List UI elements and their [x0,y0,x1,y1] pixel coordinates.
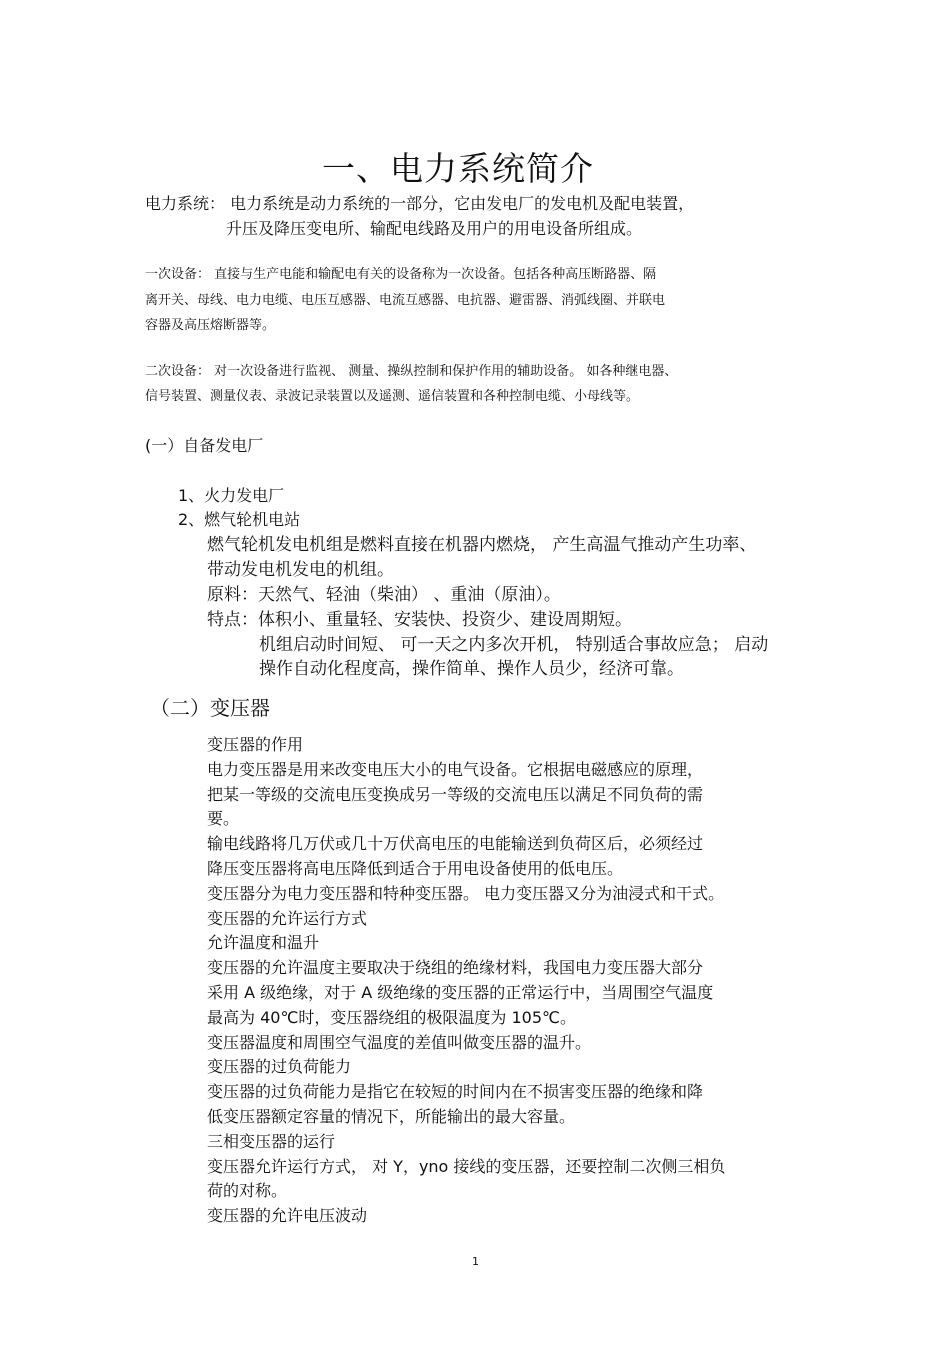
list-item: 2、燃气轮机电站 [178,510,301,529]
page-number: 1 [472,1255,479,1268]
paragraph-line: 变压器的过负荷能力 [207,1057,352,1076]
paragraph-line: 三相变压器的运行 [207,1132,336,1151]
section-heading: (一）自备发电厂 [145,436,264,455]
paragraph-line: 燃气轮机发电机组是燃料直接在机器内燃烧， 产生高温气推动产生功率、 [207,535,757,555]
paragraph-line: 特点：体积小、重量轻、安装快、投资少、建设周期短。 [207,610,632,630]
paragraph-line: 变压器分为电力变压器和特种变压器。 电力变压器又分为油浸式和干式。 [207,884,725,903]
primary-equipment-line: 离开关、母线、电力电缆、电压互感器、电流互感器、电抗器、避雷器、消弧线圈、并联电 [145,293,666,308]
paragraph-line: 把某一等级的交流电压变换成另一等级的交流电压以满足不同负荷的需 [207,785,704,804]
paragraph-line: 变压器的作用 [207,735,304,754]
list-item: 1、火力发电厂 [178,486,285,505]
paragraph-line: 带动发电机发电的机组。 [207,560,394,580]
primary-equipment-line: 容器及高压熔断器等。 [145,318,276,333]
paragraph-line: 低变压器额定容量的情况下，所能输出的最大容量。 [207,1107,576,1126]
paragraph-line: 降压变压器将高电压降低到适合于用电设备使用的低电压。 [207,859,624,878]
section-heading: （二）变压器 [150,696,270,720]
paragraph-line: 原料：天然气、轻油（柴油） 、重油（原油）。 [207,585,561,605]
paragraph-line: 变压器的允许电压波动 [207,1206,368,1225]
paragraph-line: 最高为 40℃时，变压器绕组的极限温度为 105℃。 [207,1008,577,1027]
primary-equipment-line: 一次设备： 直接与生产电能和输配电有关的设备称为一次设备。包括各种高压断路器、隔 [145,267,657,282]
paragraph-line: 输电线路将几万伏或几十万伏高电压的电能输送到负荷区后，必须经过 [207,834,704,853]
paragraph-line: 变压器的允许温度主要取决于绕组的绝缘材料，我国电力变压器大部分 [207,958,704,977]
paragraph-line: 操作自动化程度高，操作简单、操作人员少，经济可靠。 [259,659,684,679]
paragraph-line: 允许温度和温升 [207,933,320,952]
paragraph-line: 变压器的过负荷能力是指它在较短的时间内在不损害变压器的绝缘和降 [207,1082,704,1101]
paragraph-line: 电力变压器是用来改变电压大小的电气设备。它根据电磁感应的原理， [207,760,704,779]
secondary-equipment-line: 二次设备： 对一次设备进行监视、 测量、操纵控制和保护作用的辅助设备。 如各种继电器、 [145,364,678,379]
paragraph-line: 机组启动时间短、 可一天之内多次开机， 特别适合事故应急； 启动 [259,635,769,655]
paragraph-line: 变压器允许运行方式， 对 Y，yno 接线的变压器，还要控制二次侧三相负 [207,1157,726,1176]
paragraph-line: 荷的对称。 [207,1181,288,1200]
intro-line: 升压及降压变电所、输配电线路及用户的用电设备所组成。 [226,219,643,238]
paragraph-line: 采用 A 级绝缘，对于 A 级绝缘的变压器的正常运行中，当周围空气温度 [207,983,714,1002]
paragraph-line: 变压器的允许运行方式 [207,909,368,928]
paragraph-line: 要。 [207,809,240,828]
intro-line: 电力系统： 电力系统是动力系统的一部分，它由发电厂的发电机及配电装置， [145,194,695,213]
paragraph-line: 变压器温度和周围空气温度的差值叫做变压器的温升。 [207,1033,592,1052]
page-title: 一、电力系统简介 [322,149,594,188]
secondary-equipment-line: 信号装置、测量仪表、录波记录装置以及遥测、遥信装置和各种控制电缆、小母线等。 [145,389,640,404]
